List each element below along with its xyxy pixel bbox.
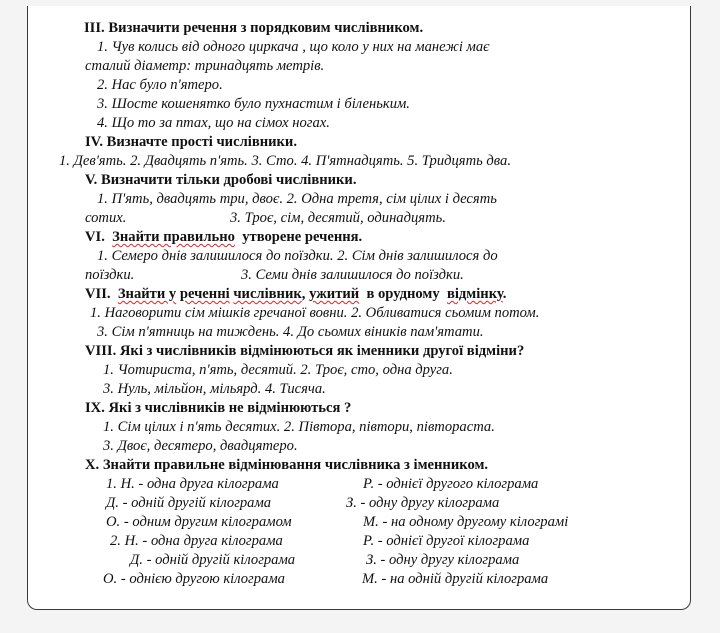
declension-row-right: З. - одну другу кілограма xyxy=(366,552,520,568)
section-6-item-1: 1. Семеро днів залишилося до поїздки. 2. Сім днів залишилося до xyxy=(97,248,498,264)
section-10-heading: X. Знайти правильне відмінювання числівника з іменником. xyxy=(85,457,489,473)
section-4-items: 1. Дев'ять. 2. Двадцять п'ять. 3. Сто. 4. П'ятнадцять. 5. Тридцять два. xyxy=(59,153,511,169)
section-7-items-line-2: 3. Сім п'ятниць на тиждень. 4. До сьомих віників пам'ятати. xyxy=(97,324,484,340)
section-6-heading-rest: утворене речення. xyxy=(242,229,363,245)
declension-row-left: О. - однією другою кілограма xyxy=(103,571,285,587)
section-6-heading-underlined: Знайти правильно xyxy=(112,229,235,245)
section-7-heading-number: VII. xyxy=(85,286,111,302)
section-3-item-2: 2. Нас було п'ятеро. xyxy=(97,77,223,93)
section-6-item-1-cont: поїздки. xyxy=(85,267,135,283)
section-9-heading: IX. Які з числівників не відмінюються ? xyxy=(85,400,352,416)
declension-row-right: Р. - однієї другої кілограма xyxy=(363,533,530,549)
section-7-heading-comma: , xyxy=(301,286,306,302)
section-3-item-4: 4. Що то за птах, що на сімох ногах. xyxy=(97,115,330,131)
section-6-heading xyxy=(85,228,362,246)
section-9-items-line-2: 3. Двоє, десятеро, двадцятеро. xyxy=(103,438,298,454)
section-3-item-1-cont: сталий діаметр: тринадцять метрів. xyxy=(85,58,325,74)
section-7-heading-u5: відмінку xyxy=(446,286,503,302)
declension-row-left: Д. - одній другій кілограма xyxy=(130,552,296,568)
section-9-items-line-1: 1. Сім цілих і п'ять десятих. 2. Півтора, півтори, півтораста. xyxy=(103,419,495,435)
section-8-items-line-2: 3. Нуль, мільйон, мільярд. 4. Тисяча. xyxy=(103,381,326,397)
section-3-item-3: 3. Шосте кошенятко було пухнастим і біленьким. xyxy=(97,96,410,112)
section-6-item-3: 3. Семи днів залишилося до поїздки. xyxy=(241,267,464,283)
section-5-heading: V. Визначити тільки дробові числівники. xyxy=(85,172,357,188)
declension-row-right: З. - одну другу кілограма xyxy=(346,495,500,511)
section-5-item-3: 3. Троє, сім, десятий, одинадцять. xyxy=(230,210,446,226)
section-7-items-line-1: 1. Наговорити сім мішків гречаної вовни. 2. Обливатися сьомим потом. xyxy=(90,305,540,321)
section-4-heading: IV. Визначте прості числівники. xyxy=(85,134,297,150)
section-7-heading-end: . xyxy=(502,286,507,302)
section-7-heading-u1: Знайти у xyxy=(117,286,177,302)
declension-row-left: Д. - одній другій кілограма xyxy=(106,495,272,511)
section-5-item-1-cont: сотих. xyxy=(85,210,127,226)
section-7-heading-mid: в орудному xyxy=(366,286,440,302)
section-7-heading xyxy=(85,285,506,303)
section-8-items-line-1: 1. Чотириста, п'ять, десятий. 2. Троє, сто, одна друга. xyxy=(103,362,453,378)
section-6-heading-number: VI. xyxy=(85,229,105,245)
declension-row-right: М. - на одному другому кілограмі xyxy=(363,514,569,530)
section-7-heading-u3: числівник xyxy=(233,286,302,302)
declension-row-left: О. - одним другим кілограмом xyxy=(106,514,292,530)
section-3-item-1: 1. Чув колись від одного циркача , що коло у них на манежі має xyxy=(97,39,490,55)
declension-row-left: 2. Н. - одна друга кілограма xyxy=(110,533,283,549)
section-3-heading: ІІІ. Визначити речення з порядковим числівником. xyxy=(84,20,424,36)
section-5-item-1: 1. П'ять, двадцять три, двоє. 2. Одна третя, сім цілих і десять xyxy=(97,191,497,207)
declension-row-right: М. - на одній другій кілограма xyxy=(362,571,549,587)
declension-row-right: Р. - однієї другого кілограма xyxy=(363,476,539,492)
section-7-heading-u2: реченні xyxy=(179,286,230,302)
declension-row-left: 1. Н. - одна друга кілограма xyxy=(106,476,279,492)
section-8-heading: VIII. Які з числівників відмінюються як іменники другої відміни? xyxy=(85,343,525,359)
section-7-heading-u4: ужитий xyxy=(309,286,360,302)
